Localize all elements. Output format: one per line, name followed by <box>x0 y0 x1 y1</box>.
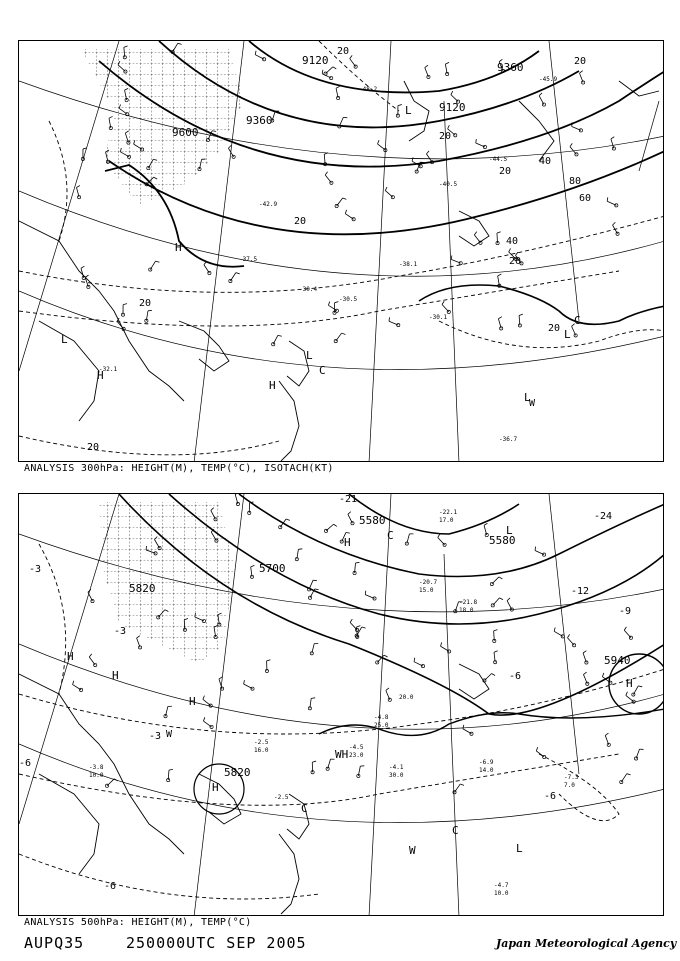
station-marker <box>167 769 173 781</box>
station-marker <box>570 143 578 156</box>
temp-label: -9 <box>619 606 632 617</box>
isotach-label: 20 <box>509 256 522 267</box>
station-marker <box>490 577 502 586</box>
station-marker <box>345 210 355 221</box>
station-marker <box>425 65 430 78</box>
station-marker <box>295 549 302 561</box>
temp-label: -3 <box>149 731 162 742</box>
station-temp: -30.1 <box>429 314 448 321</box>
isotach-label: 20 <box>574 56 587 67</box>
isotach-label: 20 <box>337 46 350 57</box>
pressure-center: W <box>166 729 173 740</box>
station-marker <box>250 565 254 578</box>
station-marker <box>324 524 336 532</box>
station-marker <box>624 627 632 639</box>
pressure-center: L <box>524 391 531 404</box>
station-marker <box>121 304 127 317</box>
upper-chart-caption: ANALYSIS 300hPa: HEIGHT(M), TEMP(°C), ISOTACH(KT) <box>24 463 334 474</box>
station-marker <box>474 232 482 245</box>
temp-label: -6 <box>509 671 522 682</box>
station-marker <box>483 674 495 683</box>
dew-point: 20.0 <box>399 694 414 701</box>
temp-label: -6 <box>19 758 32 769</box>
station-marker <box>235 494 239 506</box>
pressure-center: H <box>344 536 351 549</box>
pressure-center: W <box>529 398 536 409</box>
station-marker <box>620 774 631 784</box>
station-marker <box>365 591 376 600</box>
pressure-center: H <box>269 379 276 392</box>
station-marker <box>496 232 501 245</box>
temp-label: -24 <box>594 511 613 522</box>
station-marker <box>145 310 152 322</box>
station-marker <box>324 67 336 75</box>
height-label: 9360 <box>246 114 273 127</box>
dew-point: 14.0 <box>479 767 494 774</box>
pressure-center: H <box>112 669 119 682</box>
station-marker <box>325 172 333 185</box>
station-marker <box>81 266 85 279</box>
station-temp: -42.9 <box>259 201 278 208</box>
temp-label: -6 <box>104 881 117 892</box>
pressure-center: H <box>67 650 74 663</box>
isotach-label: 20 <box>548 323 561 334</box>
station-marker <box>389 317 400 326</box>
isotach-label: 60 <box>579 193 592 204</box>
station-marker <box>350 619 358 631</box>
pressure-center: L <box>61 333 68 346</box>
station-marker <box>579 71 584 84</box>
pressure-center: L <box>564 328 571 341</box>
station-marker <box>567 634 575 646</box>
station-marker <box>476 139 487 149</box>
station-temp: -45.9 <box>539 76 558 83</box>
station-temp: -2.5 <box>254 739 269 746</box>
pressure-center: C <box>574 314 581 327</box>
pressure-center: L <box>306 349 313 362</box>
station-marker <box>105 779 117 787</box>
station-temp: -48.2 <box>359 86 378 93</box>
station-temp: -36.7 <box>499 436 518 443</box>
pressure-center: L <box>516 842 523 855</box>
height-label: 5940 <box>604 654 631 667</box>
height-label: 5700 <box>259 562 286 575</box>
height-label: 5820 <box>129 582 156 595</box>
station-marker <box>348 512 354 525</box>
station-marker <box>229 273 240 283</box>
station-marker <box>76 185 80 198</box>
station-marker <box>244 680 254 690</box>
valid-time: 250000UTC SEP 2005 <box>126 934 307 952</box>
station-marker <box>493 630 498 643</box>
dew-point: 30.0 <box>389 772 404 779</box>
station-marker <box>438 534 446 546</box>
isotach-label: 40 <box>539 156 552 167</box>
pressure-center: H <box>212 781 219 794</box>
dew-point: 10.0 <box>494 890 509 897</box>
station-marker <box>334 333 345 343</box>
isotach-label: 20 <box>139 298 152 309</box>
height-label: 9360 <box>497 61 524 74</box>
station-marker <box>445 62 449 75</box>
height-label: 5580 <box>489 534 516 547</box>
station-marker <box>386 688 392 701</box>
station-temp: -4.8 <box>374 714 389 721</box>
station-marker <box>536 747 546 758</box>
station-marker <box>484 523 488 536</box>
station-temp: -20.7 <box>419 579 438 586</box>
station-marker <box>535 547 546 557</box>
station-marker <box>611 137 616 150</box>
temp-label: -12 <box>571 586 590 597</box>
station-marker <box>494 651 498 664</box>
station-marker <box>137 636 142 649</box>
lower-chart-map <box>19 494 664 916</box>
dew-point: 23.0 <box>349 752 364 759</box>
station-marker <box>311 761 316 774</box>
station-marker <box>442 301 450 313</box>
station-marker <box>441 642 451 653</box>
dew-point: 17.0 <box>439 517 454 524</box>
coastlines <box>19 664 489 914</box>
station-temp: -4.5 <box>349 744 364 751</box>
pressure-center: H <box>189 695 196 708</box>
station-marker <box>353 562 359 574</box>
station-temp: -7.3 <box>564 774 579 781</box>
station-marker <box>451 256 462 265</box>
temp-label: -6 <box>544 791 557 802</box>
station-marker <box>228 145 235 158</box>
pressure-center: C <box>301 802 308 815</box>
station-temp: -37.5 <box>239 256 258 263</box>
station-temp: -4.7 <box>494 882 509 889</box>
upper-chart-300hpa <box>18 40 664 462</box>
station-marker <box>385 187 394 199</box>
isotach-label: 20 <box>294 216 307 227</box>
station-temp: -30.4 <box>299 286 318 293</box>
station-marker <box>89 654 97 667</box>
station-marker <box>583 651 588 664</box>
station-marker <box>634 749 643 760</box>
isotach-label: 20 <box>439 131 452 142</box>
pressure-center: L <box>506 524 513 537</box>
station-marker <box>326 759 334 770</box>
cold-air-hatch-region <box>81 49 244 206</box>
pressure-center: C <box>452 824 459 837</box>
station-temp: -38.1 <box>399 261 418 268</box>
station-temp: -30.5 <box>339 296 358 303</box>
dew-point: 10.0 <box>89 772 104 779</box>
temp-label: -3 <box>29 564 42 575</box>
station-marker <box>272 335 282 345</box>
station-marker <box>265 660 270 673</box>
station-temp: -2.5 <box>274 794 289 801</box>
station-temp: -6.9 <box>479 759 494 766</box>
agency-credit: Japan Meteorological Agency <box>496 937 677 950</box>
pressure-center: H <box>626 677 633 690</box>
station-marker <box>88 589 94 602</box>
isotach-label: 40 <box>506 236 519 247</box>
height-label: 9120 <box>302 54 329 67</box>
dew-point: 25.0 <box>374 722 389 729</box>
station-marker <box>463 725 473 735</box>
station-marker <box>357 766 365 778</box>
pressure-center: H <box>97 369 104 382</box>
pressure-center: C <box>387 529 394 542</box>
pressure-center: C <box>319 364 326 377</box>
height-label: 9600 <box>172 126 199 139</box>
station-temp: -44.5 <box>489 156 508 163</box>
station-marker <box>149 261 160 271</box>
station-marker <box>498 317 502 330</box>
pressure-center: L <box>405 104 412 117</box>
upper-chart-map <box>19 41 664 462</box>
station-temp: -40.5 <box>439 181 458 188</box>
station-marker <box>335 198 346 208</box>
height-label: 9120 <box>439 101 466 114</box>
station-temp: -3.8 <box>89 764 104 771</box>
station-temp: -4.1 <box>389 764 404 771</box>
station-temp: -21.8 <box>459 599 478 606</box>
station-marker <box>539 93 545 106</box>
station-marker <box>405 534 413 545</box>
station-marker <box>203 717 213 728</box>
chart-header-code: AUPQ35 <box>24 934 85 952</box>
station-marker <box>507 598 513 611</box>
station-marker <box>605 733 610 746</box>
station-marker <box>491 598 503 607</box>
cold-air-hatch-region <box>99 502 234 664</box>
station-marker <box>554 627 564 638</box>
station-marker <box>583 672 588 685</box>
station-marker <box>607 197 618 207</box>
temp-label: -21 <box>339 494 358 505</box>
station-temp: -22.1 <box>439 509 458 516</box>
isotach-label: 20 <box>87 442 100 453</box>
height-label: 5820 <box>224 766 251 779</box>
isotach-label: 80 <box>569 176 582 187</box>
station-marker <box>310 644 318 655</box>
pressure-center: W <box>409 844 416 857</box>
lower-chart-caption: ANALYSIS 500hPa: HEIGHT(M), TEMP(°C) <box>24 917 252 928</box>
height-label: 5580 <box>359 514 386 527</box>
station-marker <box>336 86 340 99</box>
station-marker <box>350 55 358 68</box>
station-marker <box>632 686 642 696</box>
station-marker <box>73 681 83 692</box>
station-marker <box>328 301 338 312</box>
dew-point: 7.0 <box>564 782 575 789</box>
temp-label: -3 <box>114 626 127 637</box>
dew-point: 18.0 <box>459 607 474 614</box>
station-marker <box>453 784 464 794</box>
pressure-center: H <box>175 241 182 254</box>
station-marker <box>308 698 315 710</box>
station-marker <box>414 658 425 668</box>
station-marker <box>518 314 523 327</box>
pressure-center: WH <box>335 748 349 761</box>
station-marker <box>164 706 172 717</box>
lower-chart-500hpa <box>18 493 664 916</box>
station-temp: -32.1 <box>99 366 118 373</box>
isotach-label: 20 <box>499 166 512 177</box>
dew-point: 16.0 <box>254 747 269 754</box>
dew-point: 15.0 <box>419 587 434 594</box>
